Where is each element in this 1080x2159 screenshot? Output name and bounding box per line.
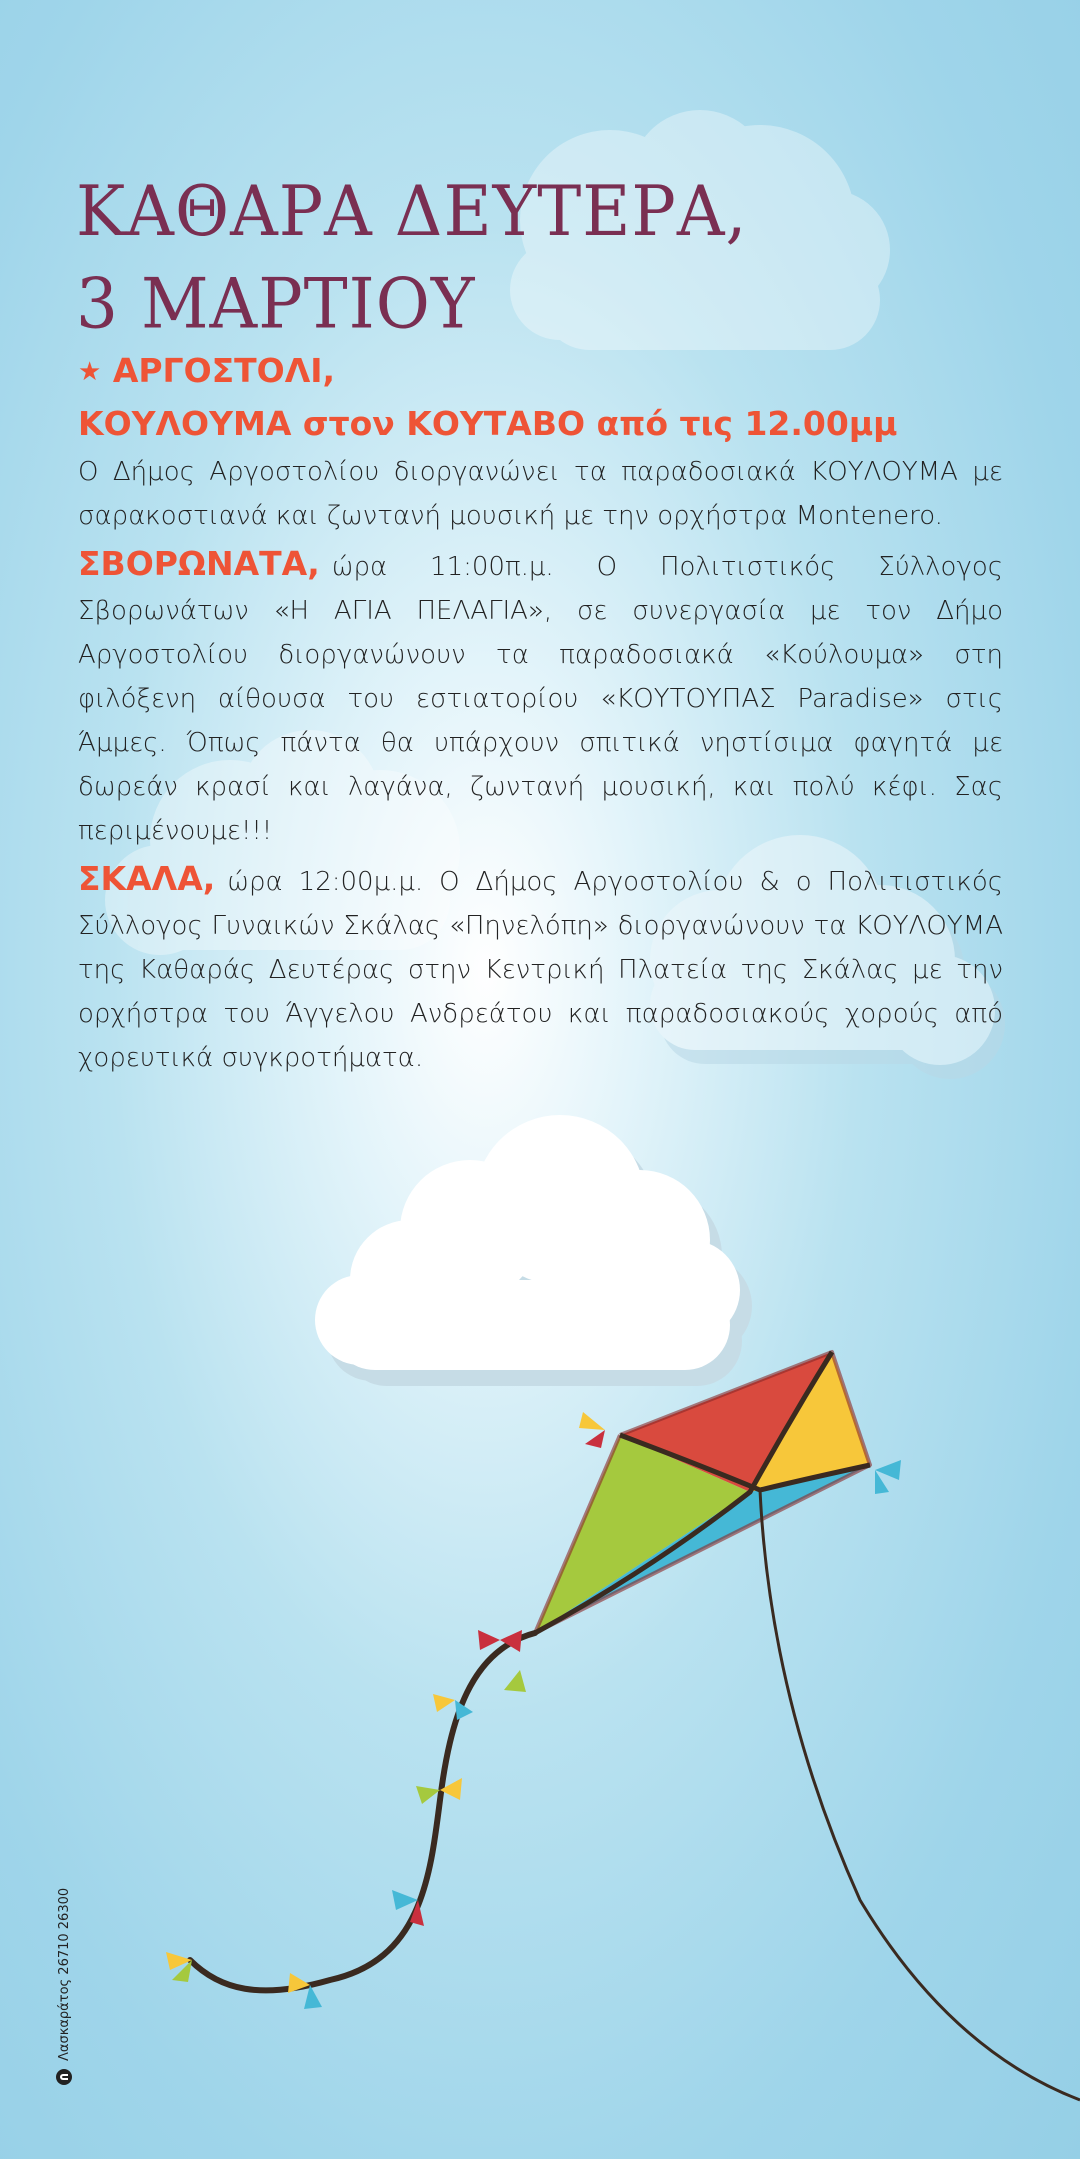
argostoli-subheading: ΚΟΥΛΟΥΜΑ στον ΚΟΥΤΑΒΟ από τις 12.00μμ <box>78 404 898 443</box>
printer-credit-text: Λασκαράτος 26710 26300 <box>56 1887 72 2061</box>
event-list <box>78 345 1003 1080</box>
printer-credit <box>56 1888 72 2085</box>
svoronata-paragraph <box>78 542 1003 853</box>
argostoli-heading <box>78 345 1003 398</box>
argostoli-title: ΑΡΓΟΣΤΟΛΙ, <box>112 351 336 390</box>
page-title <box>76 166 747 351</box>
argostoli-text: Ο Δήμος Αργοστολίου διοργανώνει τα παραδοσιακά ΚΟΥΛΟΥΜΑ με σαρακοστιανά και ζωντανή μουσική με την ορχήστρα Montenero. <box>78 457 1003 531</box>
svoronata-text: ώρα 11:00π.μ. Ο Πολιτιστικός Σύλλογος Σβορωνάτων «Η ΑΓΙΑ ΠΕΛΑΓΙΑ», σε συνεργασία με τον Δήμο Αργοστολίου διοργανώνουν τα παραδοσιακά «Κούλουμα» στη φιλόξενη αίθουσα του εστιατορίου «ΚΟΥΤΟΥΠΑΣ Paradise» στις Άμμες. Όπως πάντα θα υπάρχουν σπιτικά νηστίσιμα φαγητά με δωρεάν κρασί και λαγάνα, ζωντανή μουσική, και πολύ κέφι. Σας περιμένουμε!!! <box>78 552 1003 846</box>
kite-tail <box>190 1633 535 1990</box>
title-line-2: 3 ΜΑΡΤΙΟΥ <box>76 263 476 345</box>
star-icon: ★ <box>78 357 102 387</box>
skala-lead: ΣΚΑΛΑ, <box>78 859 216 898</box>
skala-text: ώρα 12:00μ.μ. Ο Δήμος Αργοστολίου & ο Πολιτιστικός Σύλλογος Γυναικών Σκάλας «Πηνελόπη» διοργανώνουν τα ΚΟΥΛΟΥΜΑ της Καθαράς Δευτέρας στην Κεντρική Πλατεία της Σκάλας με την ορχήστρα του Άγγελου Ανδρεάτου και παραδοσιακούς χορούς από χορευτικά συγκροτήματα. <box>78 867 1003 1073</box>
kite-string <box>760 1490 1080 2100</box>
title-line-1: ΚΑΘΑΡΑ ΔΕΥΤΕΡΑ, <box>76 170 748 252</box>
printer-logo-icon <box>56 2069 72 2085</box>
svoronata-lead: ΣΒΟΡΩΝΑΤΑ, <box>78 544 320 583</box>
kite-body <box>535 1352 870 1633</box>
skala-paragraph <box>78 857 1003 1080</box>
